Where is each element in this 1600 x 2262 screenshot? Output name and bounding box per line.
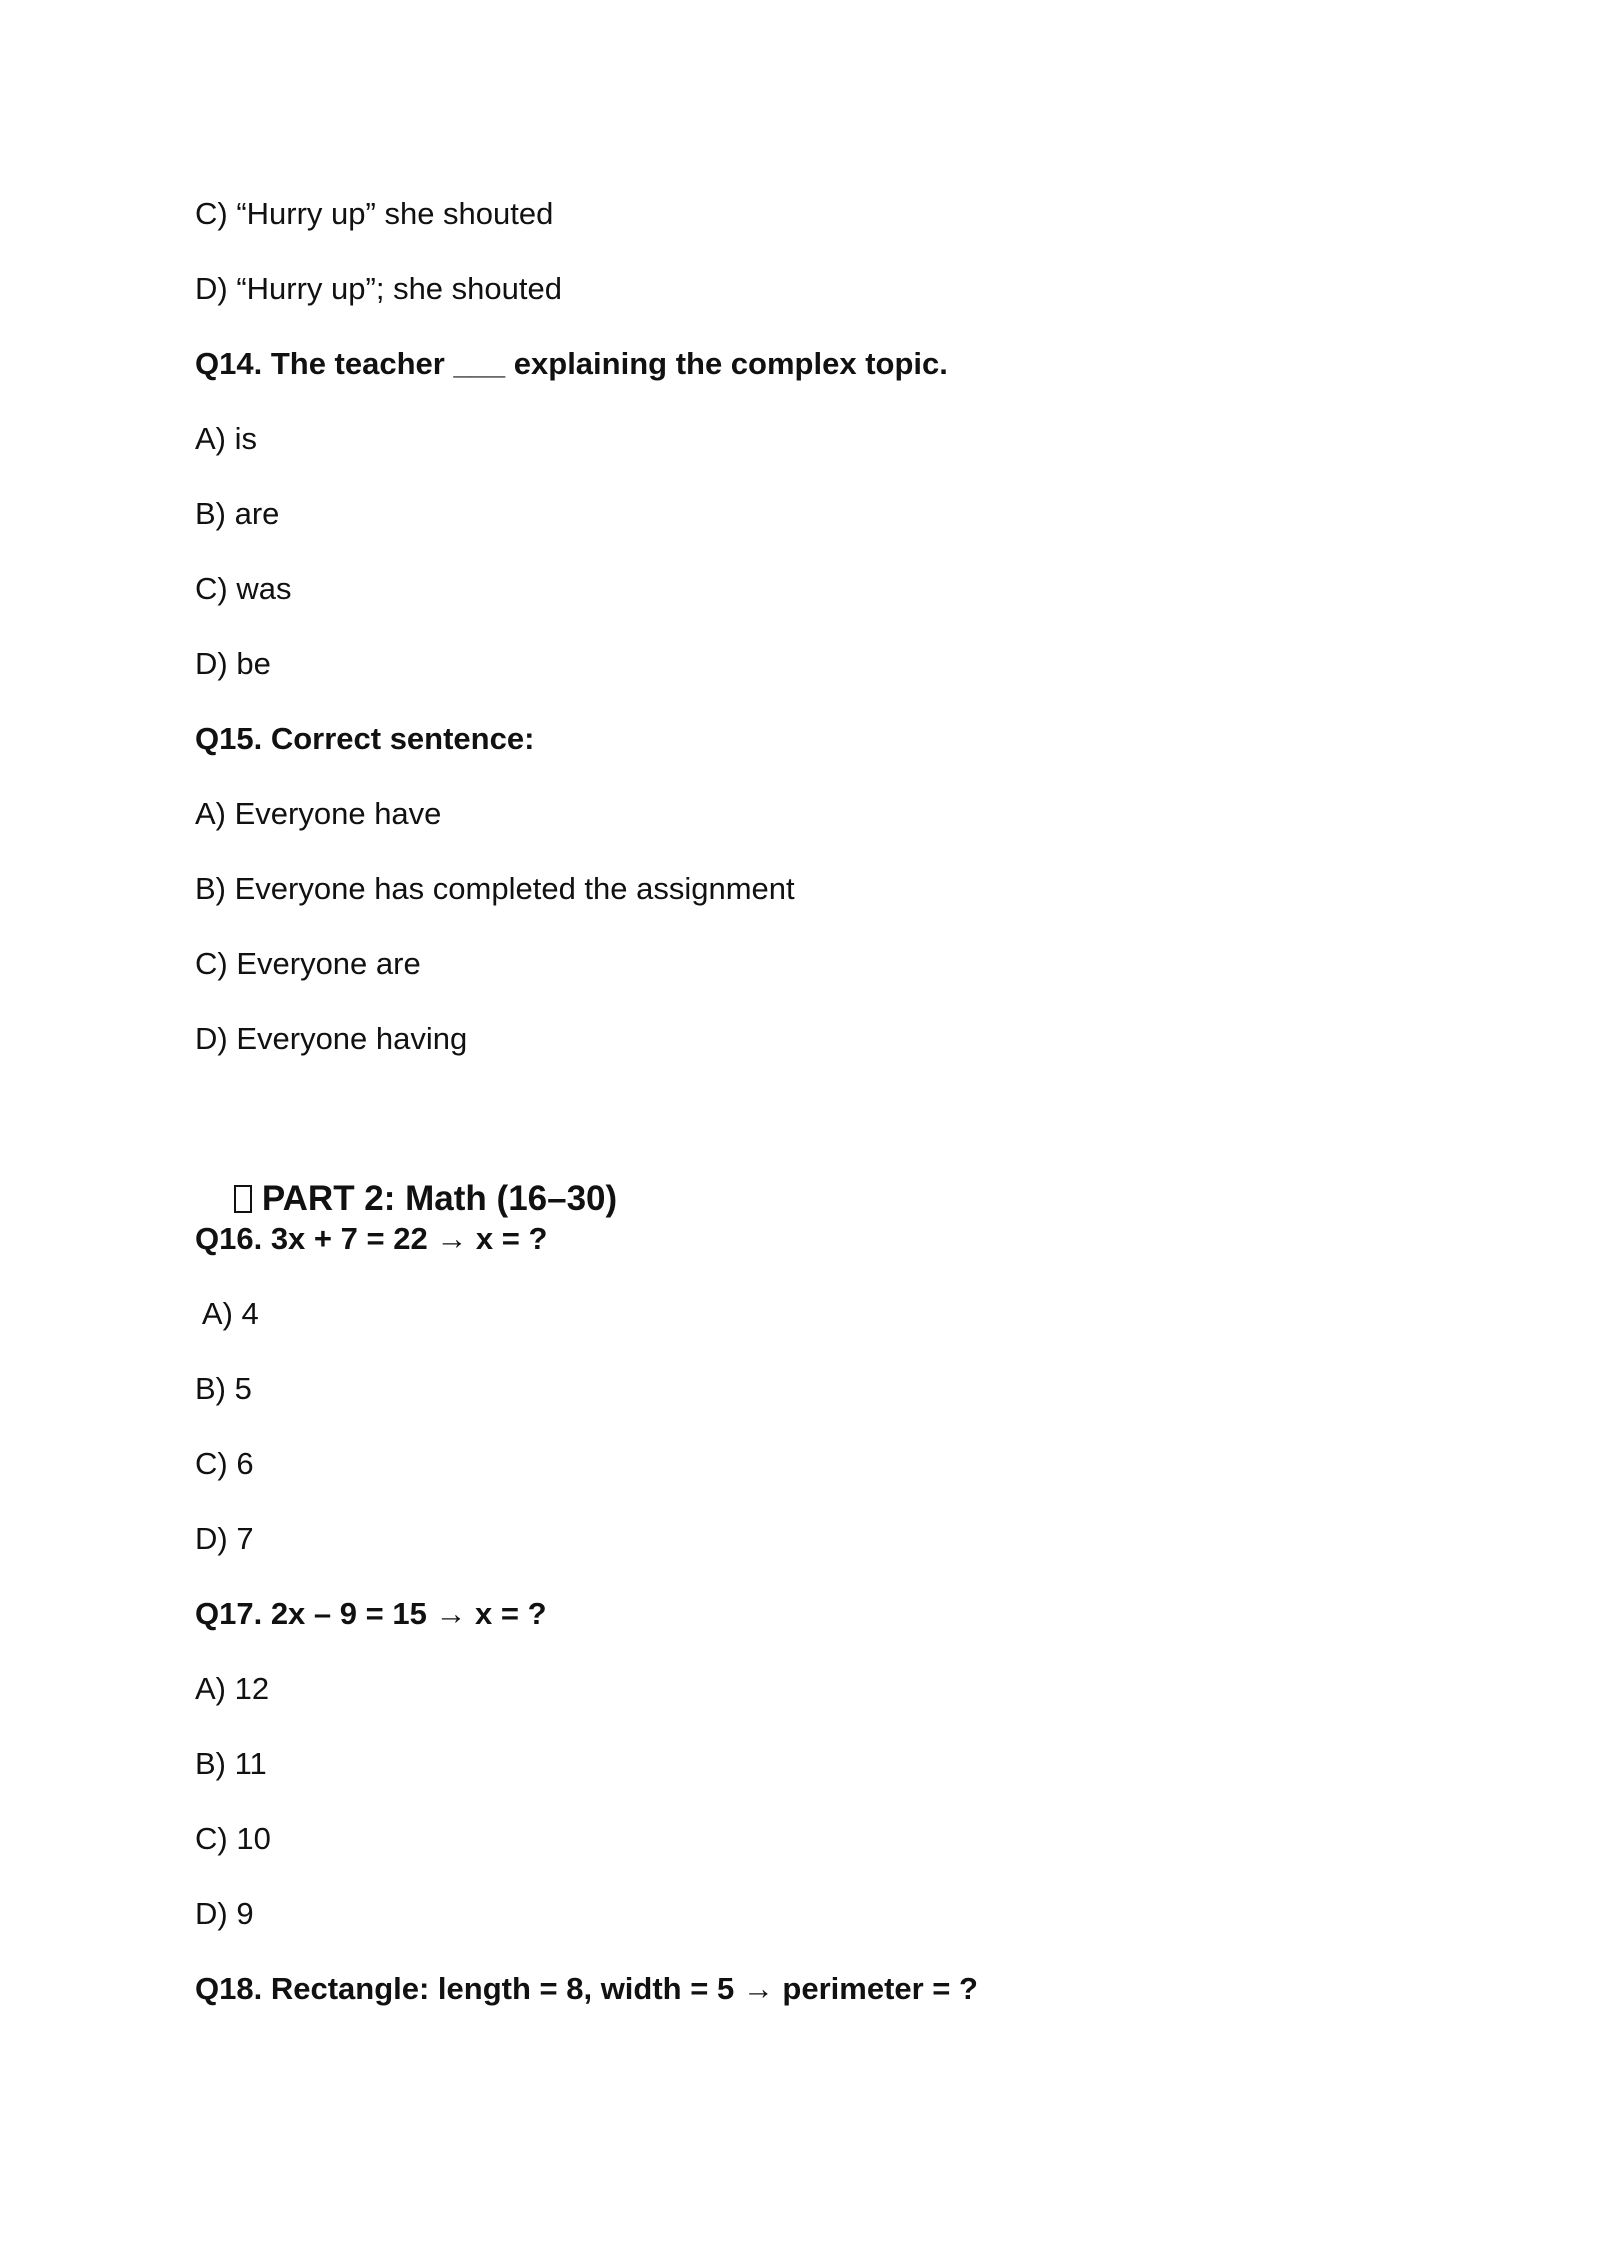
q15-option-d: D) Everyone having [195,1021,468,1056]
q17-option-d: D) 9 [195,1896,254,1931]
q14-option-d: D) be [195,646,271,681]
question-18: Q18. Rectangle: length = 8, width = 5 → perimeter = ? [195,1971,978,2006]
question-17: Q17. 2x – 9 = 15 → x = ? [195,1596,547,1631]
part-2-heading-text: PART 2: Math (16–30) [261,1179,618,1218]
question-15: Q15. Correct sentence: [195,721,535,756]
q14-option-c: C) was [195,571,292,606]
question-16: Q16. 3x + 7 = 22 → x = ? [195,1221,548,1256]
question-14: Q14. The teacher ___ explaining the complex topic. [195,346,948,381]
q13-option-d: D) “Hurry up”; she shouted [195,271,562,306]
q16-option-d: D) 7 [195,1521,254,1556]
q17-option-c: C) 10 [195,1821,271,1856]
missing-glyph-box-icon [234,1185,252,1213]
q15-option-b: B) Everyone has completed the assignment [195,871,795,906]
q16-option-a: A) 4 [195,1296,259,1331]
q17-option-a: A) 12 [195,1671,270,1706]
q14-option-a: A) is [195,421,257,456]
q16-option-b: B) 5 [195,1371,252,1406]
q17-option-b: B) 11 [195,1746,267,1781]
q14-option-b: B) are [195,496,280,531]
q15-option-c: C) Everyone are [195,946,421,981]
q13-option-c: C) “Hurry up” she shouted [195,196,554,231]
q15-option-a: A) Everyone have [195,796,442,831]
q16-option-c: C) 6 [195,1446,254,1481]
